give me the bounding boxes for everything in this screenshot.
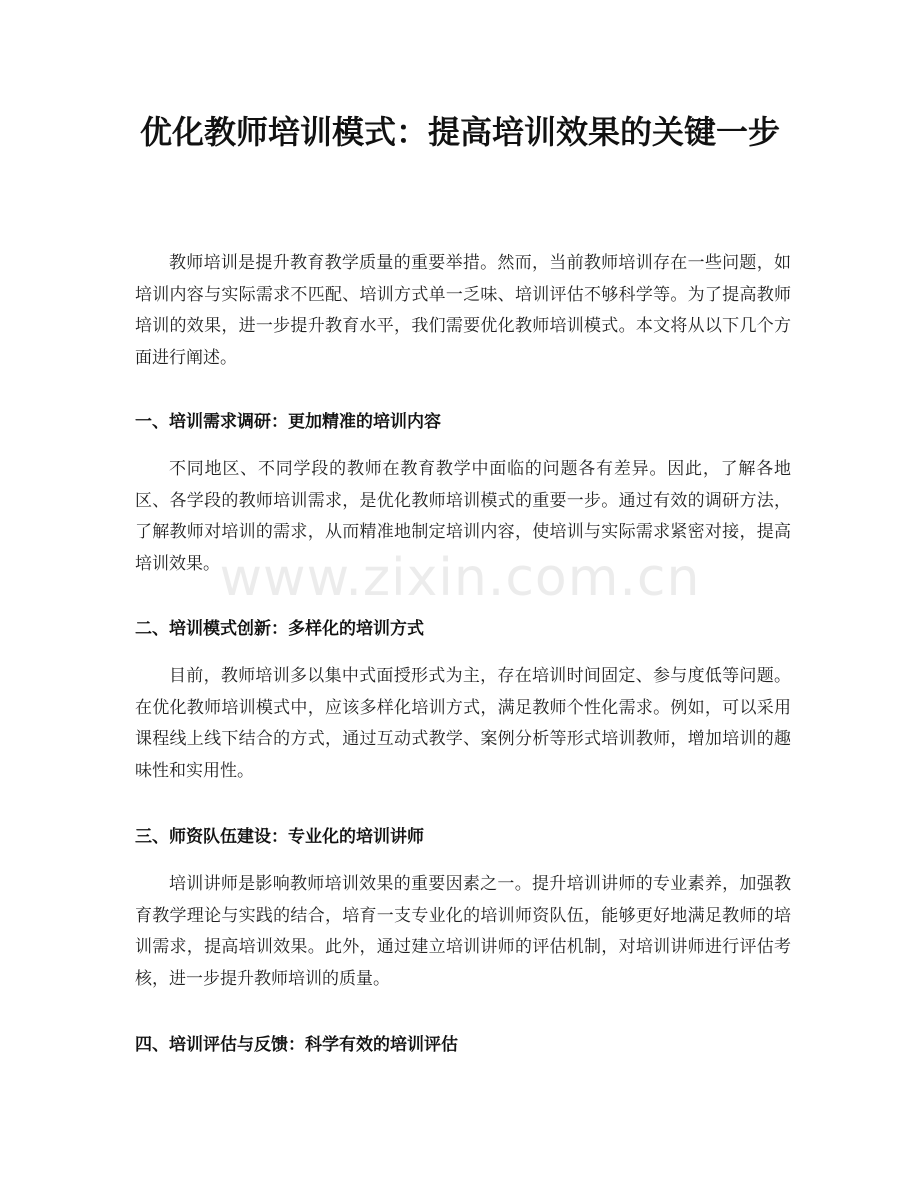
section-1-heading: 一、培训需求调研：更加精准的培训内容 (135, 412, 441, 432)
watermark: www.zixin.com.cn (219, 548, 701, 608)
section-3-heading: 三、师资队伍建设：专业化的培训讲师 (135, 827, 424, 847)
section-2-paragraph: 目前，教师培训多以集中式面授形式为主，存在培训时间固定、参与度低等问题。在优化教师培训模式中，应该多样化培训方式，满足教师个性化需求。例如，可以采用课程线上线下结合的方式，通过互动式教学、案例分析等形式培训教师，增加培训的趣味性和实用性。 (135, 666, 791, 781)
document-title: 优化教师培训模式：提高培训效果的关键一步 (139, 113, 780, 151)
section-4-heading: 四、培训评估与反馈：科学有效的培训评估 (135, 1035, 458, 1055)
section-2-heading: 二、培训模式创新：多样化的培训方式 (135, 619, 424, 639)
section-1-paragraph: 不同地区、不同学段的教师在教育教学中面临的问题各有差异。因此，了解各地区、各学段的教师培训需求，是优化教师培训模式的重要一步。通过有效的调研方法，了解教师对培训的需求，从而精准地制定培训内容，使培训与实际需求紧密对接，提高培训效果。 (135, 459, 791, 574)
section-3-paragraph: 培训讲师是影响教师培训效果的重要因素之一。提升培训讲师的专业素养，加强教育教学理论与实践的结合，培育一支专业化的培训师资队伍，能够更好地满足教师的培训需求，提高培训效果。此外，通过建立培训讲师的评估机制，对培训讲师进行评估考核，进一步提升教师培训的质量。 (135, 874, 791, 989)
intro-paragraph: 教师培训是提升教育教学质量的重要举措。然而，当前教师培训存在一些问题，如培训内容与实际需求不匹配、培训方式单一乏味、培训评估不够科学等。为了提高教师培训的效果，进一步提升教育水平，我们需要优化教师培训模式。本文将从以下几个方面进行阐述。 (135, 253, 791, 368)
